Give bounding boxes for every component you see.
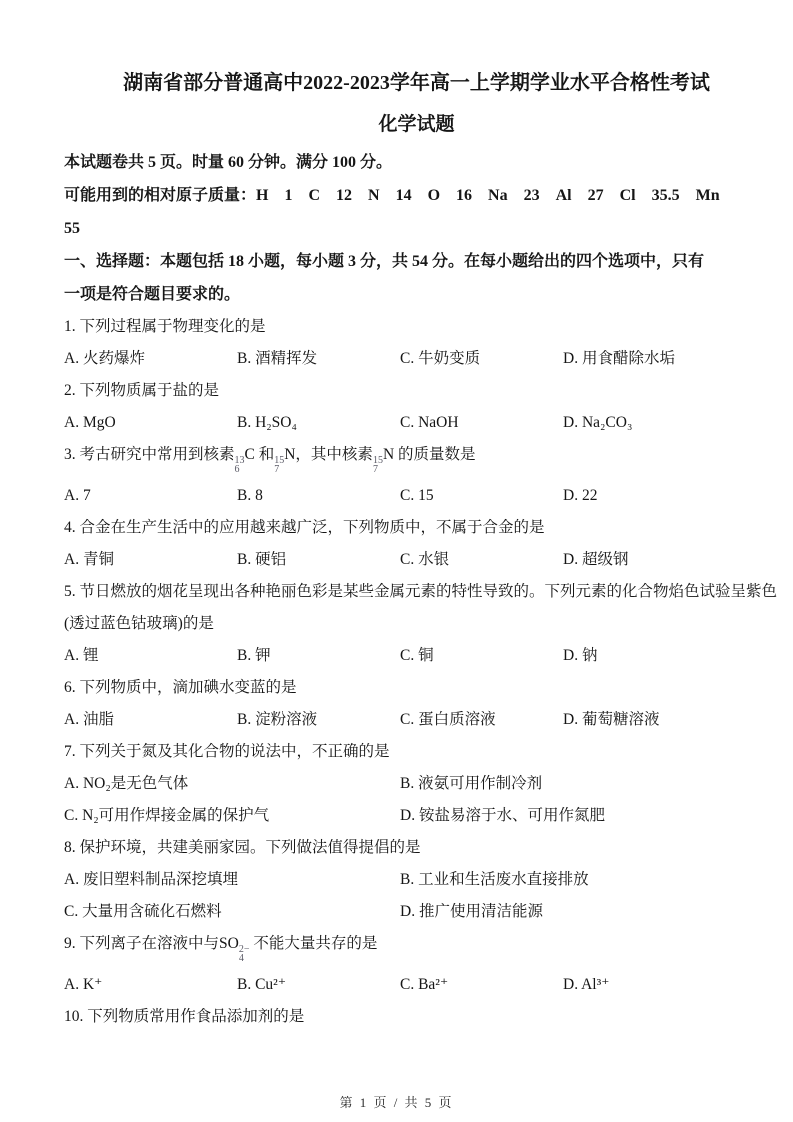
question-5-options	[64, 640, 757, 672]
exam-title-line2: 化学试题	[378, 114, 455, 135]
question-7-option: B. 液氨可用作制冷剂	[400, 775, 543, 792]
question-9-option: A. K⁺	[64, 976, 103, 993]
question-8-option: A. 废旧塑料制品深挖填埋	[64, 871, 238, 888]
question-4-option: B. 硬铝	[237, 551, 287, 568]
mass-token: 23	[523, 187, 540, 204]
question-6-stem: 6. 下列物质中，滴加碘水变蓝的是	[64, 679, 297, 696]
mass-token: 27	[587, 187, 604, 204]
question-1-option: D. 用食醋除水垢	[563, 350, 675, 367]
question-5-option: D. 钠	[563, 647, 598, 664]
question-1-options	[64, 343, 757, 375]
exam-title-line1: 湖南省部分普通高中2022-2023学年高一上学期学业水平合格性考试	[123, 72, 710, 94]
mass-token: Cl	[619, 187, 636, 204]
mass-token: Na	[488, 187, 508, 204]
question-5-stem-line2: (透过蓝色钴玻璃)的是	[64, 615, 214, 632]
question-8-options-row-2	[64, 896, 757, 928]
atomic-masses-line	[64, 179, 757, 212]
question-9-option: C. Ba²⁺	[400, 976, 449, 993]
question-6-options	[64, 704, 757, 736]
stacked-script: 15 7	[372, 455, 383, 475]
question-2-option: D. Na₂CO₃	[563, 414, 633, 431]
mass-token: N	[368, 187, 380, 204]
mass-token: 16	[456, 187, 473, 204]
mass-token: 14	[395, 187, 412, 204]
question-7-option: D. 铵盐易溶于水、可用作氮肥	[400, 807, 605, 824]
question-6-option: D. 葡萄糖溶液	[563, 711, 660, 728]
question-5-option: B. 钾	[237, 647, 271, 664]
atomic-masses-wrap: 55	[64, 220, 80, 237]
question-5-stem: 5. 节日燃放的烟花呈现出各种艳丽色彩是某些金属元素的特性导致的。下列元素的化合物焰色试验呈紫色	[64, 583, 778, 600]
question-8-option: C. 大量用含硫化石燃料	[64, 903, 222, 920]
question-3-stem: 3. 考古研究中常用到核素 13 6 C 和 15 7 N，其中核素 15 7 N 的质量数是	[64, 446, 476, 475]
question-3-option: A. 7	[64, 487, 91, 504]
question-7-options-row-1	[64, 768, 757, 800]
question-9-stem: 9. 下列离子在溶液中与SO 2− 4 不能大量共存的是	[64, 935, 378, 964]
question-8-option: B. 工业和生活废水直接排放	[400, 871, 589, 888]
page-number-footer: 第 1 页 / 共 5 页	[339, 1095, 454, 1110]
question-8-options-row-1	[64, 864, 757, 896]
question-4-option: A. 青铜	[64, 551, 114, 568]
question-3-options	[64, 480, 757, 512]
page-content	[64, 60, 778, 1033]
question-2-stem: 2. 下列物质属于盐的是	[64, 382, 220, 399]
question-9-options	[64, 969, 757, 1001]
mass-token: 12	[336, 187, 353, 204]
question-6-option: C. 蛋白质溶液	[400, 711, 496, 728]
mass-token: H	[256, 187, 269, 204]
stacked-script: 2− 4	[238, 944, 250, 964]
question-2-option: C. NaOH	[400, 414, 459, 431]
stacked-script: 13 6	[234, 455, 245, 475]
question-10-stem: 10. 下列物质常用作食品添加剂的是	[64, 1008, 305, 1025]
question-2-option: A. MgO	[64, 414, 116, 431]
stacked-script: 15 7	[274, 455, 285, 475]
mass-token: Mn	[695, 187, 720, 204]
question-1-option: B. 酒精挥发	[237, 350, 318, 367]
question-2-options	[64, 407, 757, 439]
question-4-stem: 4. 合金在生产生活中的应用越来越广泛，下列物质中，不属于合金的是	[64, 519, 545, 536]
section-intro-line2: 一项是符合题目要求的。	[64, 286, 241, 303]
question-9-option: B. Cu²⁺	[237, 976, 287, 993]
question-7-options-row-2	[64, 800, 757, 832]
question-1-stem: 1. 下列过程属于物理变化的是	[64, 318, 266, 335]
question-4-options	[64, 544, 757, 576]
question-3-option: B. 8	[237, 487, 263, 504]
section-intro-line1: 一、选择题：本题包括 18 小题，每小题 3 分，共 54 分。在每小题给出的四个选项中，只有	[64, 253, 705, 270]
mass-token: O	[427, 187, 441, 204]
question-2-option: B. H₂SO₄	[237, 414, 297, 431]
question-6-option: A. 油脂	[64, 711, 114, 728]
question-7-option: C. N₂可用作焊接金属的保护气	[64, 807, 270, 824]
question-1-option: A. 火药爆炸	[64, 350, 145, 367]
question-3-option: C. 15	[400, 487, 434, 504]
atomic-masses-values	[256, 179, 720, 212]
question-4-option: C. 水银	[400, 551, 450, 568]
mass-token: 35.5	[651, 187, 680, 204]
question-1-option: C. 牛奶变质	[400, 350, 481, 367]
question-8-stem: 8. 保护环境，共建美丽家园。下列做法值得提倡的是	[64, 839, 421, 856]
question-8-option: D. 推广使用清洁能源	[400, 903, 543, 920]
question-6-option: B. 淀粉溶液	[237, 711, 318, 728]
mass-token: C	[308, 187, 321, 204]
atomic-masses-label: 可能用到的相对原子质量：	[64, 187, 257, 204]
question-5-option: C. 铜	[400, 647, 434, 664]
exam-meta-line: 本试题卷共 5 页。时量 60 分钟。满分 100 分。	[64, 154, 393, 171]
question-3-option: D. 22	[563, 487, 598, 504]
mass-token: Al	[555, 187, 572, 204]
question-7-stem: 7. 下列关于氮及其化合物的说法中，不正确的是	[64, 743, 390, 760]
question-5-option: A. 锂	[64, 647, 99, 664]
question-7-option: A. NO₂是无色气体	[64, 775, 189, 792]
mass-token: 1	[284, 187, 293, 204]
question-9-option: D. Al³⁺	[563, 976, 610, 993]
question-4-option: D. 超级钢	[563, 551, 629, 568]
